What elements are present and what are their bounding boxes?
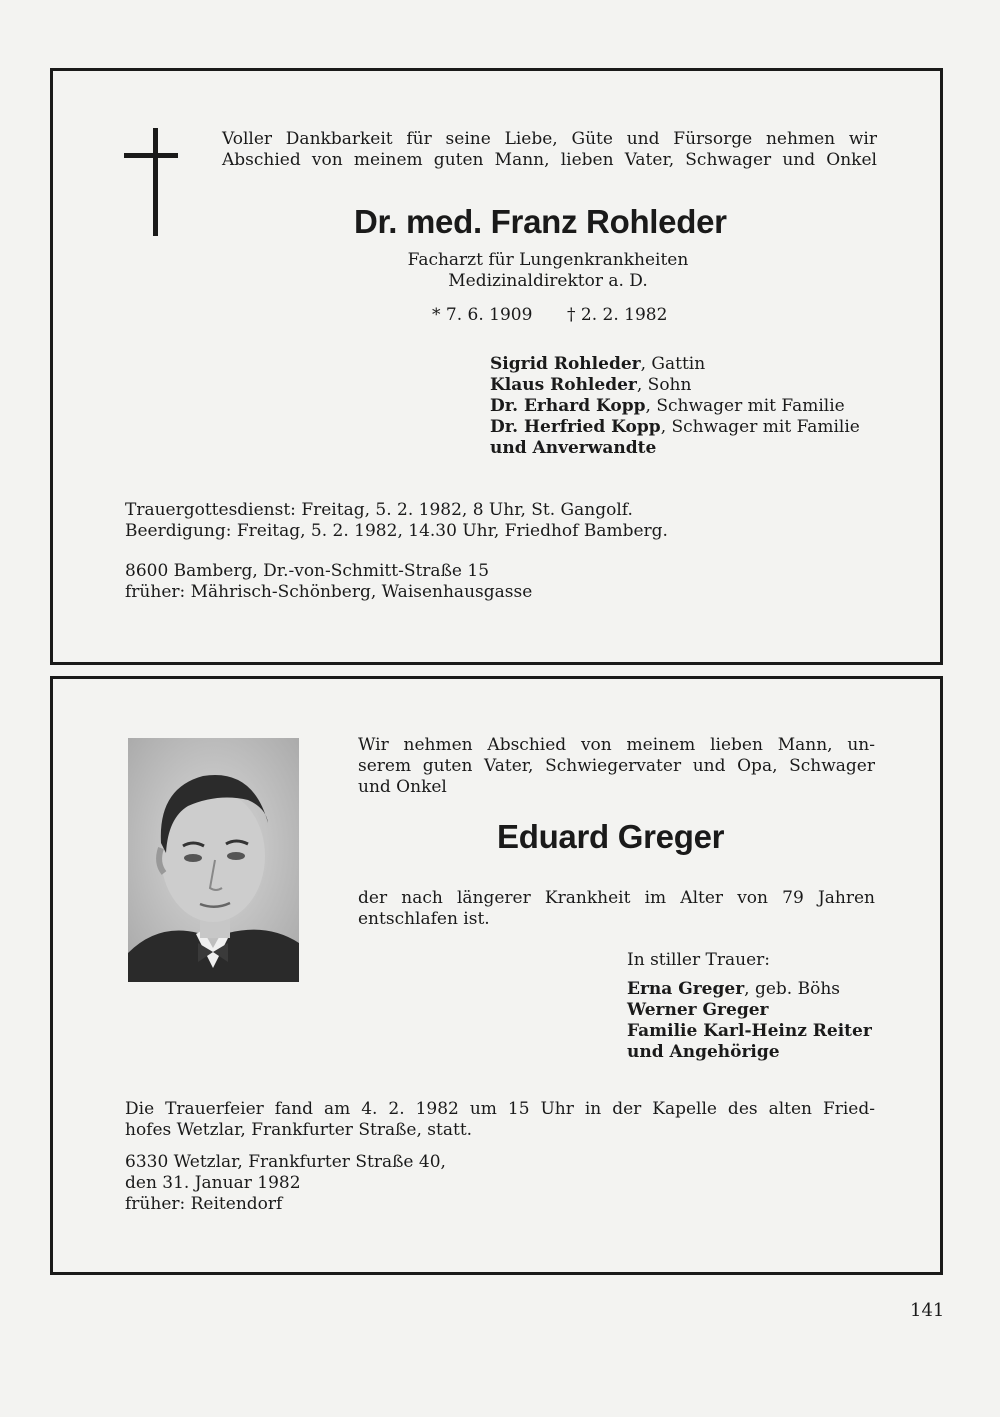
service-line-2: Beerdigung: Freitag, 5. 2. 1982, 14.30 Uhr, Friedhof Bamberg. (125, 521, 668, 541)
ceremony-line-1: Die Trauerfeier fand am 4. 2. 1982 um 15 Uhr in der Kapelle des alten Fried- (125, 1099, 875, 1119)
mourner: Familie Karl-Heinz Reiter (627, 1021, 872, 1041)
portrait-photo (128, 738, 299, 982)
mourner: und Angehörige (627, 1042, 780, 1062)
mourner: und Anverwandte (490, 438, 657, 458)
address-line-2: früher: Mährisch-Schönberg, Waisenhausgasse (125, 582, 533, 602)
ceremony-line-2: hofes Wetzlar, Frankfurter Straße, statt. (125, 1120, 473, 1140)
intro-line-2: serem guten Vater, Schwiegervater und Opa, Schwager (358, 756, 875, 776)
mourner: Erna Greger, geb. Böhs (627, 979, 841, 999)
address-line-3: früher: Reitendorf (125, 1194, 283, 1214)
mourner: Sigrid Rohleder, Gattin (490, 354, 706, 374)
intro-line-1: Voller Dankbarkeit für seine Liebe, Güte und Fürsorge nehmen wir (222, 129, 877, 149)
text-line-2: entschlafen ist. (358, 909, 490, 929)
birth-date: * 7. 6. 1909 (432, 305, 533, 325)
address-line-1: 6330 Wetzlar, Frankfurter Straße 40, (125, 1152, 446, 1172)
mourner: Werner Greger (627, 1000, 769, 1020)
cross-icon-bar (124, 153, 178, 158)
page-number: 141 (910, 1300, 945, 1321)
mourning-heading: In stiller Trauer: (627, 950, 770, 970)
deceased-name: Eduard Greger (497, 818, 725, 855)
address-line-1: 8600 Bamberg, Dr.-von-Schmitt-Straße 15 (125, 561, 490, 581)
intro-line-3: und Onkel (358, 777, 447, 797)
text-line-1: der nach längerer Krankheit im Alter von 79 Jahren (358, 888, 875, 908)
title-line-1: Facharzt für Lungenkrankheiten (407, 250, 689, 270)
mourner: Klaus Rohleder, Sohn (490, 375, 692, 395)
death-date: † 2. 2. 1982 (567, 305, 668, 325)
mourner: Dr. Erhard Kopp, Schwager mit Familie (490, 396, 845, 416)
service-line-1: Trauergottesdienst: Freitag, 5. 2. 1982, 8 Uhr, St. Gangolf. (125, 500, 633, 520)
deceased-name: Dr. med. Franz Rohleder (354, 203, 727, 240)
mourner: Dr. Herfried Kopp, Schwager mit Familie (490, 417, 860, 437)
cross-icon (153, 128, 158, 236)
title-line-2: Medizinaldirektor a. D. (448, 271, 648, 291)
intro-line-2: Abschied von meinem guten Mann, lieben Vater, Schwager und Onkel (222, 150, 877, 170)
address-line-2: den 31. Januar 1982 (125, 1173, 301, 1193)
intro-line-1: Wir nehmen Abschied von meinem lieben Mann, un- (358, 735, 875, 755)
